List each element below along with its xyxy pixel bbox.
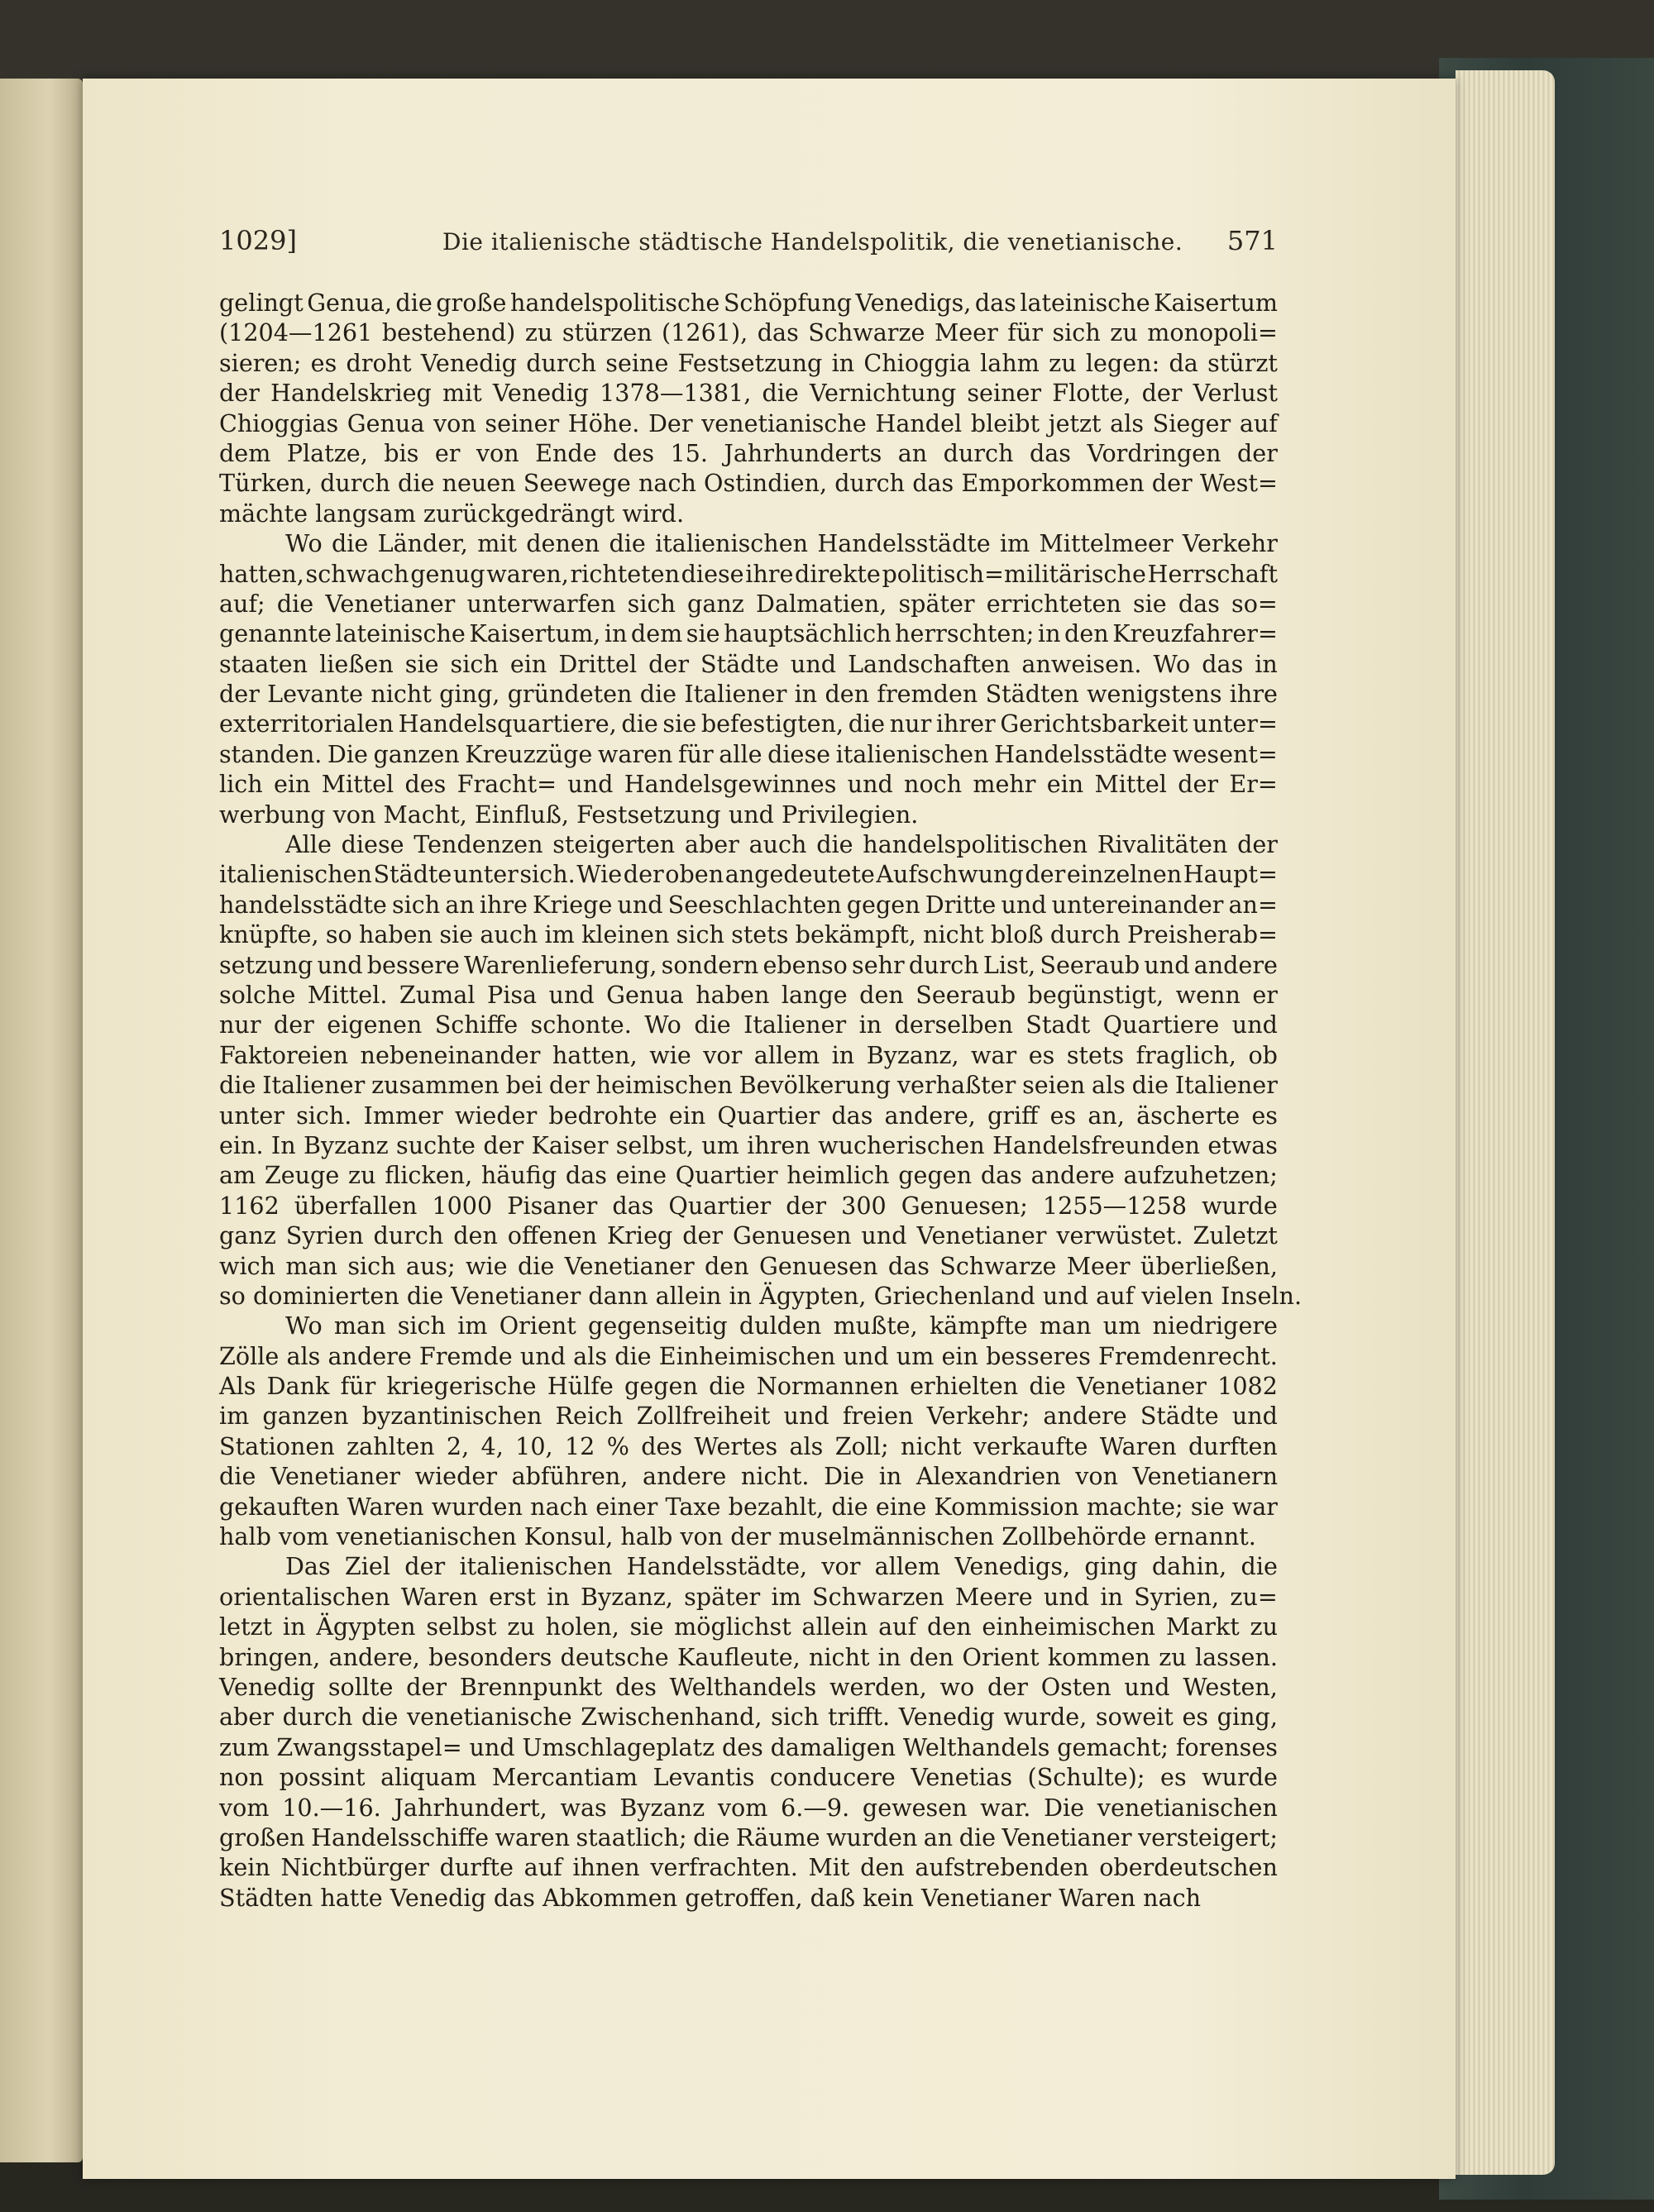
paragraph bbox=[219, 288, 1278, 528]
text-line: non possint aliquam Mercantiam Levantis conducere Venetias (Schulte); es wurde bbox=[219, 1763, 1278, 1792]
text-line: Zölle als andere Fremde und als die Einheimischen und um ein besseres Fremdenrecht. bbox=[219, 1341, 1278, 1370]
paragraph bbox=[219, 1311, 1278, 1551]
text-line: gelingt Genua, die große handelspolitische Schöpfung Venedigs, das lateinische Kaisertum bbox=[219, 289, 1278, 317]
text-line: handelsstädte sich an ihre Kriege und Seeschlachten gegen Dritte und untereinander an= bbox=[219, 890, 1278, 919]
page-number: 571 bbox=[1226, 225, 1278, 256]
text-line: auf; die Venetianer unterwarfen sich ganz Dalmatien, später errichteten sie das so= bbox=[219, 589, 1278, 618]
text-line: solche Mittel. Zumal Pisa und Genua haben lange den Seeraub begünstigt, wenn er bbox=[219, 980, 1278, 1009]
text-line: der Handelskrieg mit Venedig 1378—1381, die Vernichtung seiner Flotte, der Verlust bbox=[219, 379, 1278, 408]
text-line: Wo man sich im Orient gegenseitig dulden mußte, kämpfte man um niedrigere bbox=[285, 1311, 1278, 1340]
text-line: Venedig sollte der Brennpunkt des Welthandels werden, wo der Osten und Westen, bbox=[219, 1672, 1278, 1701]
text-line: kein Nichtbürger durfte auf ihnen verfrachten. Mit den aufstrebenden oberdeutschen bbox=[219, 1853, 1278, 1882]
text-line: Chioggias Genua von seiner Höhe. Der venetianische Handel bleibt jetzt als Sieger auf bbox=[219, 408, 1278, 437]
text-line: unter sich. Immer wieder bedrohte ein Quartier das andere, griff es an, äscherte es bbox=[219, 1101, 1278, 1130]
text-line: standen. Die ganzen Kreuzzüge waren für alle diese italienischen Handelsstädte wesent= bbox=[219, 739, 1278, 768]
text-line: lich ein Mittel des Fracht= und Handelsgewinnes und noch mehr ein Mittel der Er= bbox=[219, 770, 1278, 799]
page-edges bbox=[1456, 70, 1555, 2175]
text-line: so dominierten die Venetianer dann allein in Ägypten, Griechenland und auf vielen Inseln. bbox=[219, 1281, 1303, 1310]
text-line: ein. In Byzanz suchte der Kaiser selbst, um ihren wucherischen Handelsfreunden etwas bbox=[219, 1130, 1278, 1159]
text-line: Als Dank für kriegerische Hülfe gegen die Normannen erhielten die Venetianer 1082 bbox=[219, 1372, 1278, 1401]
text-line: Stationen zahlten 2, 4, 10, 12 % des Wertes als Zoll; nicht verkaufte Waren durften bbox=[219, 1431, 1278, 1460]
text-line: vom 10.—16. Jahrhundert, was Byzanz vom 6.—9. gewesen war. Die venetianischen bbox=[219, 1793, 1278, 1822]
text-line: orientalischen Waren erst in Byzanz, später im Schwarzen Meere und in Syrien, zu= bbox=[219, 1582, 1278, 1611]
paragraph bbox=[219, 528, 1278, 829]
body-text bbox=[219, 288, 1303, 1913]
text-line: ganz Syrien durch den offenen Krieg der Genuesen und Venetianer verwüstet. Zuletzt bbox=[219, 1221, 1278, 1250]
text-line: großen Handelsschiffe waren staatlich; die Räume wurden an die Venetianer versteigert; bbox=[219, 1823, 1278, 1851]
text-line: Wo die Länder, mit denen die italienischen Handelsstädte im Mittelmeer Verkehr bbox=[285, 529, 1278, 558]
text-line: Türken, durch die neuen Seewege nach Ostindien, durch das Emporkommen der West= bbox=[219, 469, 1278, 498]
text-line: zum Zwangsstapel= und Umschlageplatz des damaligen Welthandels gemacht; forenses bbox=[219, 1732, 1278, 1761]
text-line: genannte lateinische Kaisertum, in dem sie hauptsächlich herrschten; in den Kreuzfahrer= bbox=[219, 619, 1278, 648]
text-line: Alle diese Tendenzen steigerten aber auch die handelspolitischen Rivalitäten der bbox=[285, 830, 1278, 859]
text-line: der Levante nicht ging, gründeten die Italiener in den fremden Städten wenigstens ihre bbox=[219, 680, 1278, 709]
text-line: exterritorialen Handelsquartiere, die sie befestigten, die nur ihrer Gerichtsbarkeit unter= bbox=[219, 709, 1278, 738]
text-line: setzung und bessere Warenlieferung, sondern ebenso sehr durch List, Seeraub und andere bbox=[219, 950, 1278, 979]
paragraph bbox=[219, 1551, 1278, 1913]
text-line: mächte langsam zurückgedrängt wird. bbox=[219, 499, 685, 528]
text-line: wich man sich aus; wie die Venetianer den Genuesen das Schwarze Meer überließen, bbox=[219, 1251, 1278, 1280]
text-line: werbung von Macht, Einfluß, Festsetzung und Privilegien. bbox=[219, 800, 919, 829]
text-line: knüpfte, so haben sie auch im kleinen sich stets bekämpft, nicht bloß durch Preisherab= bbox=[219, 920, 1278, 949]
text-line: aber durch die venetianische Zwischenhand, sich trifft. Venedig wurde, soweit es ging, bbox=[219, 1703, 1278, 1732]
text-line: die Italiener zusammen bei der heimischen Bevölkerung verhaßter seien als die Italiener bbox=[219, 1071, 1278, 1100]
text-line: halb vom venetianischen Konsul, halb von der muselmännischen Zollbehörde ernannt. bbox=[219, 1522, 1256, 1551]
text-line: 1162 überfallen 1000 Pisaner das Quartier der 300 Genuesen; 1255—1258 wurde bbox=[219, 1191, 1278, 1220]
running-title: Die italienische städtische Handelspolitik, die venetianische. bbox=[442, 228, 1183, 256]
text-line: gekauften Waren wurden nach einer Taxe bezahlt, die eine Kommission machte; sie war bbox=[219, 1492, 1278, 1521]
text-line: italienischen Städte unter sich. Wie der oben angedeutete Aufschwung der einzelnen Haupt= bbox=[219, 860, 1278, 889]
section-number: 1029] bbox=[219, 225, 297, 256]
text-line: nur der eigenen Schiffe schonte. Wo die Italiener in derselben Stadt Quartiere und bbox=[219, 1010, 1278, 1039]
text-line: (1204—1261 bestehend) zu stürzen (1261), das Schwarze Meer für sich zu monopoli= bbox=[219, 318, 1278, 347]
text-line: staaten ließen sie sich ein Drittel der Städte und Landschaften anweisen. Wo das in bbox=[219, 649, 1278, 678]
text-line: am Zeuge zu flicken, häufig das eine Quartier heimlich gegen das andere aufzuhetzen; bbox=[219, 1161, 1278, 1190]
text-line: hatten, schwach genug waren, richteten diese ihre direkte politisch=militärische Herrschaft bbox=[219, 559, 1278, 588]
paragraph bbox=[219, 829, 1303, 1311]
text-line: bringen, andere, besonders deutsche Kaufleute, nicht in den Orient kommen zu lassen. bbox=[219, 1642, 1278, 1671]
adjacent-page-edge bbox=[0, 79, 83, 2162]
page-header bbox=[219, 225, 1278, 266]
text-line: die Venetianer wieder abführen, andere nicht. Die in Alexandrien von Venetianern bbox=[219, 1462, 1278, 1491]
text-line: letzt in Ägypten selbst zu holen, sie möglichst allein auf den einheimischen Markt zu bbox=[219, 1612, 1278, 1641]
text-line: im ganzen byzantinischen Reich Zollfreiheit und freien Verkehr; andere Städte und bbox=[219, 1402, 1278, 1431]
text-line: dem Platze, bis er von Ende des 15. Jahrhunderts an durch das Vordringen der bbox=[219, 438, 1278, 467]
text-line: Faktoreien nebeneinander hatten, wie vor allem in Byzanz, war es stets fraglich, ob bbox=[219, 1040, 1278, 1069]
text-line: sieren; es droht Venedig durch seine Festsetzung in Chioggia lahm zu legen: da stürzt bbox=[219, 348, 1278, 377]
text-line: Das Ziel der italienischen Handelsstädte, vor allem Venedigs, ging dahin, die bbox=[285, 1552, 1278, 1581]
text-line: Städten hatte Venedig das Abkommen getroffen, daß kein Venetianer Waren nach bbox=[219, 1883, 1202, 1912]
